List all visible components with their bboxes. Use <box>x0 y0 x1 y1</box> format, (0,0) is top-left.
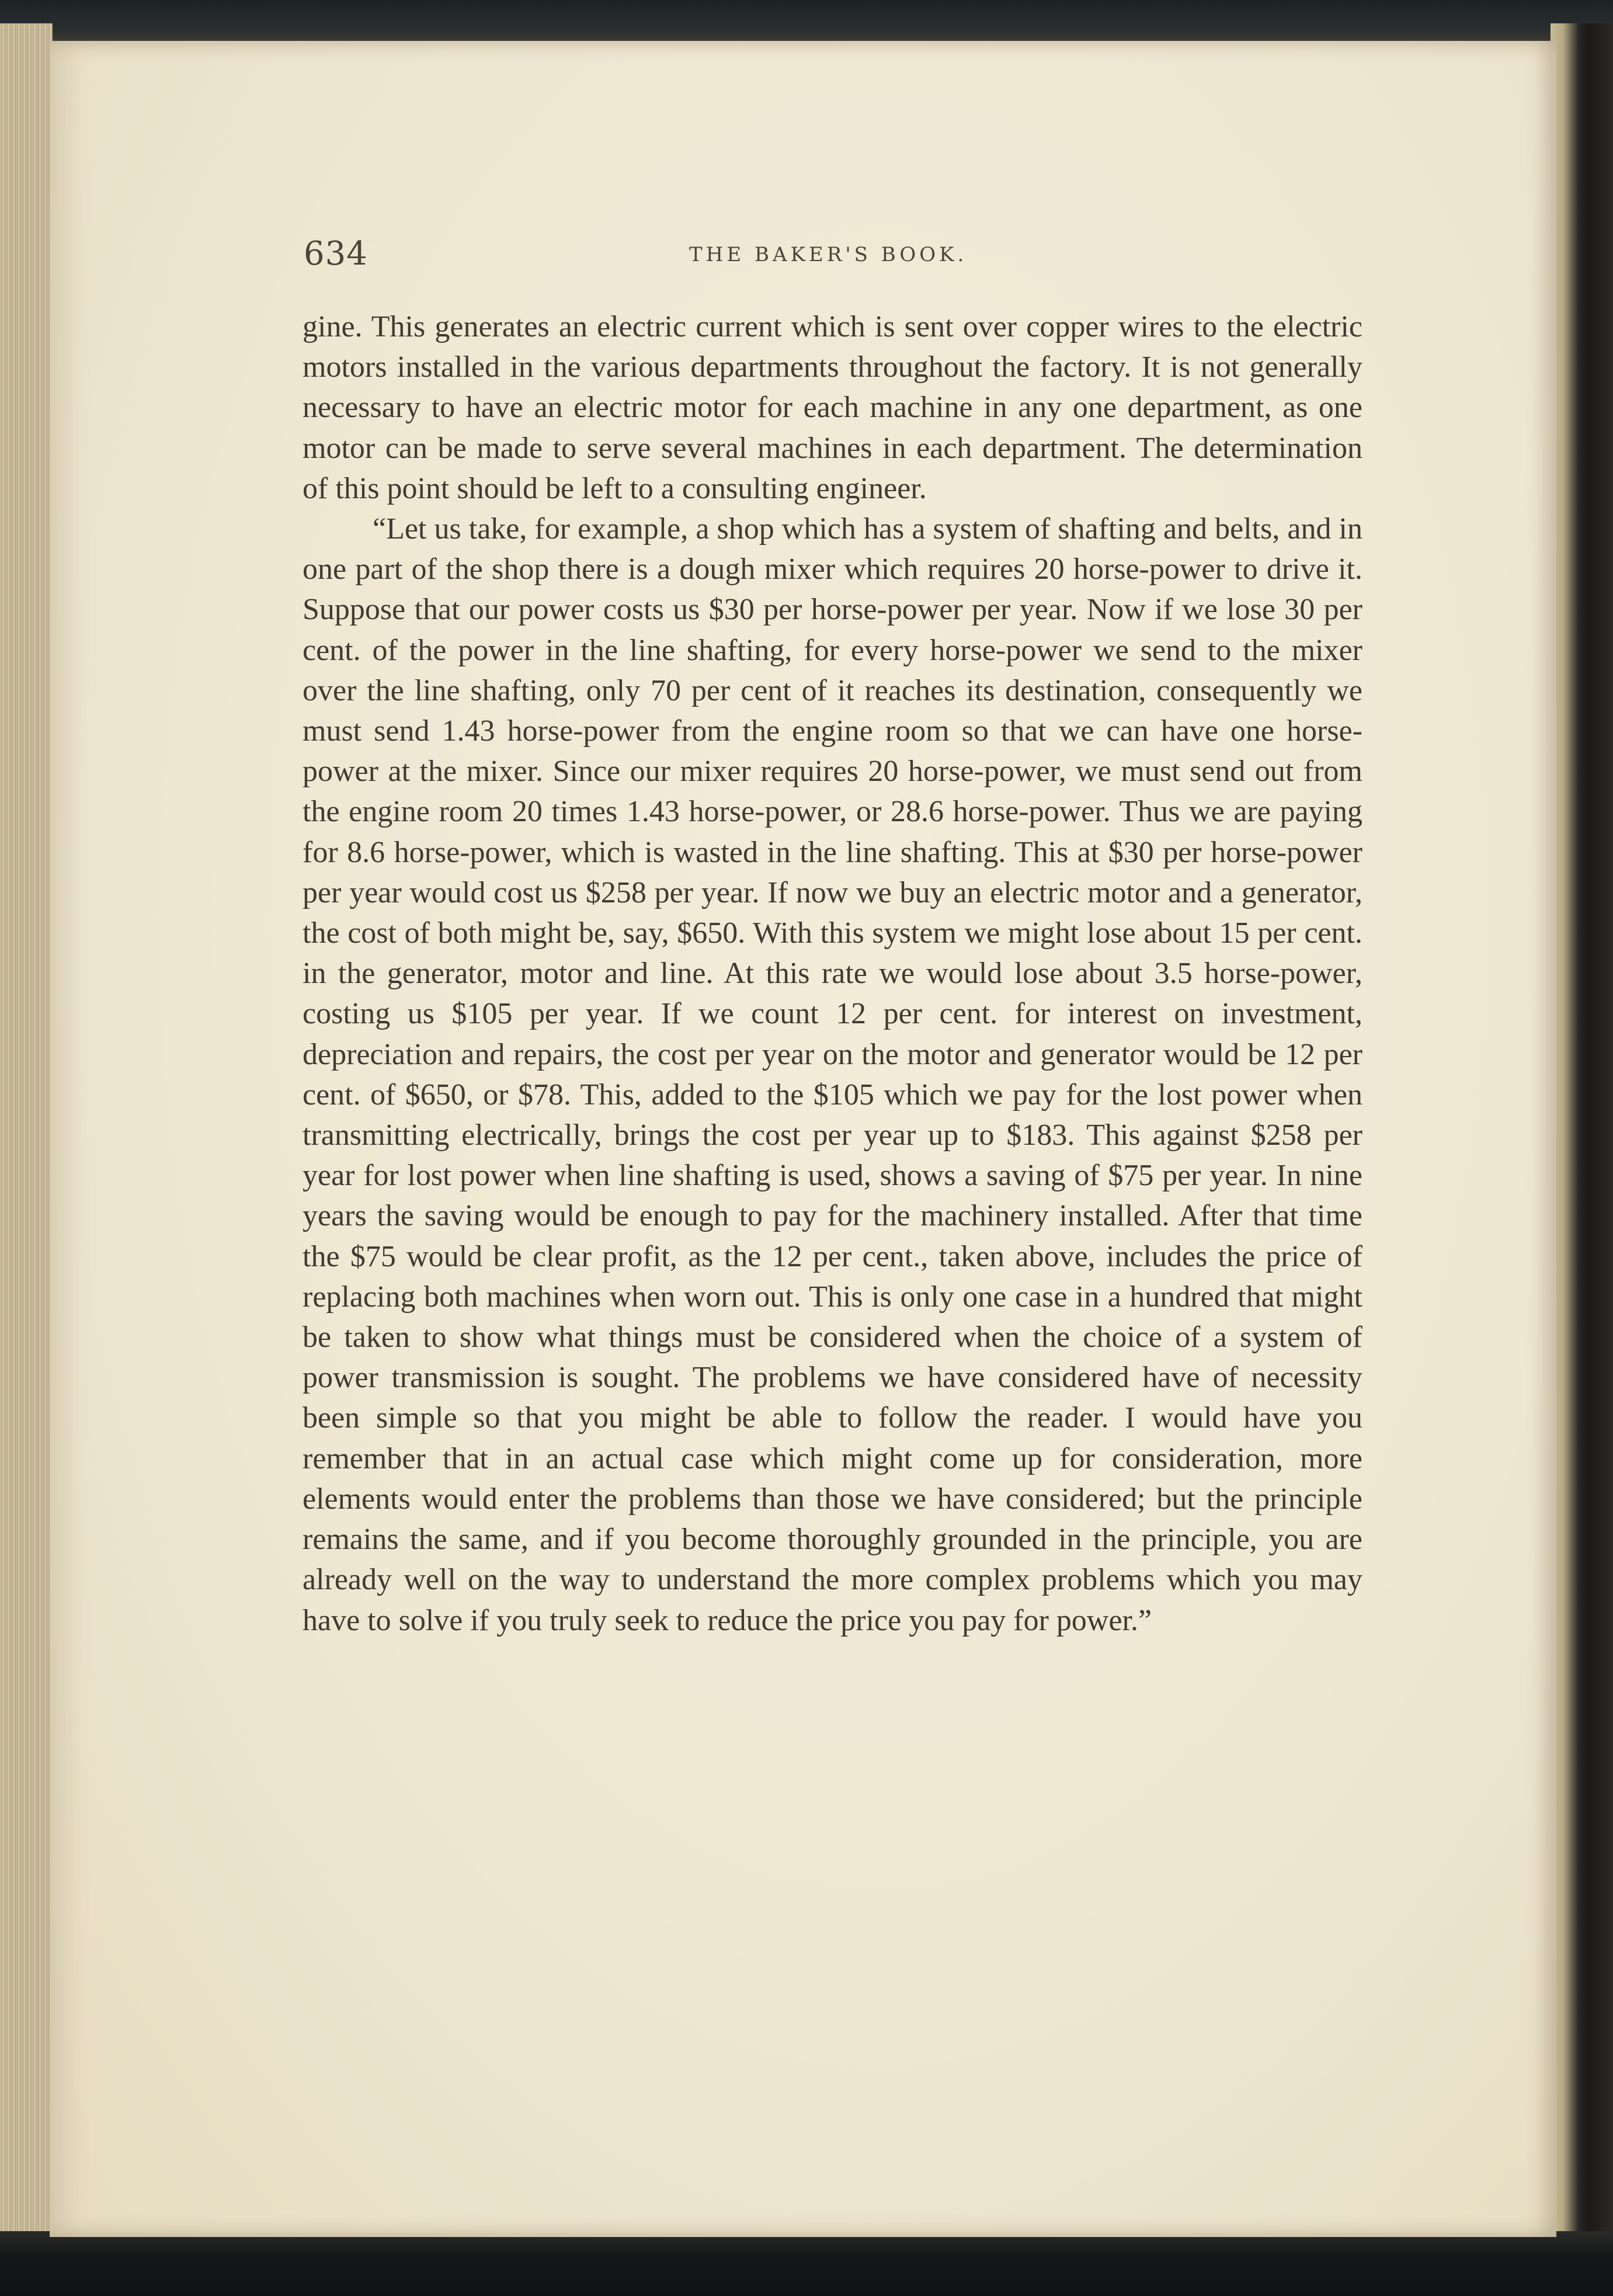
page-number: 634 <box>304 235 368 273</box>
book-cover-bottom-edge <box>0 2231 1613 2296</box>
body-text <box>303 307 1362 1641</box>
left-page-edges <box>0 23 53 2231</box>
paragraph-2: “Let us take, for example, a shop which has a system of shafting and belts, and in one part of the shop there is a dough mixer which requires 20 horse-power to drive it. Suppose that our power costs us $30 per horse-power per year. Now if we lose 30 per cent. of the power in the line shafting, for every horse-power we send to the mixer over the line shafting, only 70 per cent of it reaches its destination, consequently we must send 1.43 horse-power from the engine room so that we can have one horse-power at the mixer. Since our mixer requires 20 horse-power, we must send out from the engine room 20 times 1.43 horse-power, or 28.6 horse-power. Thus we are paying for 8.6 horse-power, which is wasted in the line shafting. This at $30 per horse-power per year would cost us $258 per year. If now we buy an electric motor and a generator, the cost of both might be, say, $650. With this system we might lose about 15 per cent. in the generator, motor and line. At this rate we would lose about 3.5 horse-power, costing us $105 per year. If we count 12 per cent. for interest on investment, depreciation and repairs, the cost per year on the motor and generator would be 12 per cent. of $650, or $78. This, added to the $105 which we pay for the lost power when transmitting electrically, brings the cost per year up to $183. This against $258 per year for lost power when line shafting is used, shows a saving of $75 per year. In nine years the saving would be enough to pay for the machinery installed. After that time the $75 would be clear profit, as the 12 per cent., taken above, includes the price of replacing both machines when worn out. This is only one case in a hundred that might be taken to show what things must be considered when the choice of a system of power transmission is sought. The problems we have considered have of necessity been simple so that you might be able to follow the reader. I would have you remember that in an actual case which might come up for consideration, more elements would enter the problems than those we have considered; but the principle remains the same, and if you become thoroughly grounded in the principle, you are already well on the way to understand the more complex problems which you may have to solve if you truly seek to reduce the price you pay for power.” <box>303 512 1362 1637</box>
paragraph-1: gine. This generates an electric current which is sent over copper wires to the electric motors installed in the various departments throughout the factory. It is not generally necessary to have an electric motor for each machine in any one department, as one motor can be made to serve several machines in each department. The determination of this point should be left to a consulting engineer. <box>303 310 1362 505</box>
book-cover-top-edge <box>0 0 1613 41</box>
running-head <box>304 234 1396 275</box>
running-title: THE BAKER'S BOOK. <box>689 243 968 266</box>
right-page-edges <box>1551 23 1613 2243</box>
